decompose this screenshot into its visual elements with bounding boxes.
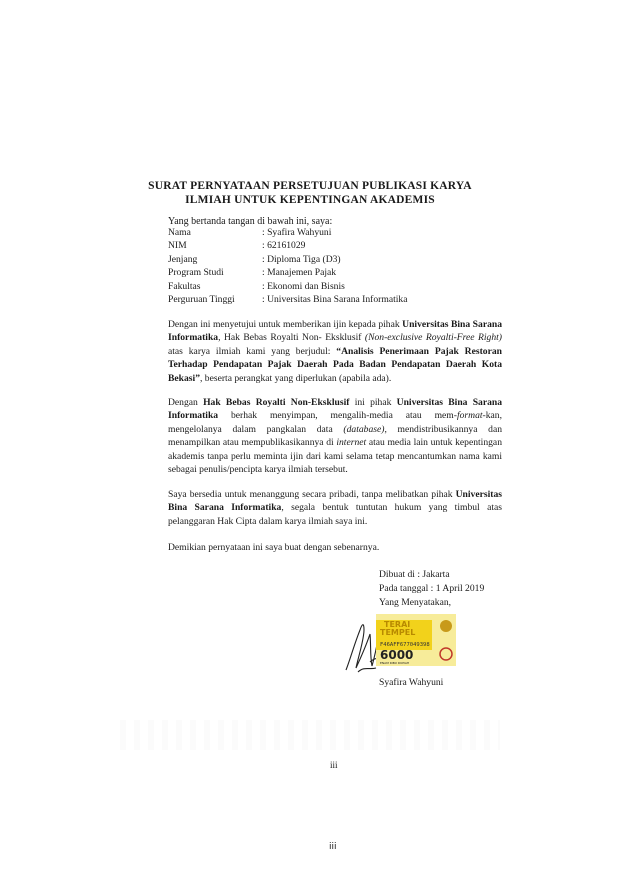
page-number-inner: iii xyxy=(330,760,338,770)
identity-value: : Universitas Bina Sarana Informatika xyxy=(262,293,408,305)
revenue-stamp xyxy=(376,614,456,666)
closing-paragraph: Demikian pernyataan ini saya buat dengan sebenarnya. xyxy=(168,542,380,553)
identity-row xyxy=(168,267,407,280)
identity-value: : Diploma Tiga (D3) xyxy=(262,253,341,265)
emblem-icon xyxy=(440,620,452,632)
stamp-serial: F46AFF677049398 xyxy=(380,642,430,648)
stamp-text-1: TERAI xyxy=(384,620,411,629)
stamp-amount: 6000 xyxy=(380,648,414,662)
intro-text: Yang bertanda tangan di bawah ini, saya: xyxy=(168,216,333,227)
identity-row xyxy=(168,240,407,253)
identity-row xyxy=(168,281,407,294)
identity-value: : Ekonomi dan Bisnis xyxy=(262,280,345,292)
identity-label: Nama xyxy=(168,227,191,238)
signing-date: Pada tanggal : 1 April 2019 xyxy=(379,583,485,594)
stamp-text-2: TEMPEL xyxy=(380,628,416,637)
signing-place: Dibuat di : Jakarta xyxy=(379,569,450,580)
identity-row xyxy=(168,294,407,307)
identity-table xyxy=(168,227,407,307)
scan-noise xyxy=(120,720,500,750)
stamp-small-text: ENAM RIBU RUPIAH xyxy=(380,661,410,665)
liability-paragraph: Saya bersedia untuk menanggung secara pribadi, tanpa melibatkan pihak Universitas Bina Sarana Informatika, segala bentuk tuntutan hukum yang timbul atas pelanggaran Hak Cipta dalam karya ilmiah saya ini. xyxy=(168,489,502,527)
declarant-label: Yang Menyatakan, xyxy=(379,597,452,608)
rights-paragraph: Dengan Hak Bebas Royalti Non-Eksklusif ini pihak Universitas Bina Sarana Informatika berhak menyimpan, mengalih-media atau mem-format-kan, mengelolanya dalam pangkalan data (database), mendistribusikannya dan menampilkan atau mempublikasikannya di internet atau media lain untuk kepentingan akademis tanpa perlu meminta ijin dari kami selama tetap mencantumkan nama kami sebagai penulis/pencipta karya ilmiah tersebut. xyxy=(168,397,503,476)
document-title-line1: SURAT PERNYATAAN PERSETUJUAN PUBLIKASI KARYA xyxy=(148,180,472,192)
identity-label: Program Studi xyxy=(168,267,224,279)
declarant-name: Syafira Wahyuni xyxy=(379,677,444,688)
identity-value: : Manajemen Pajak xyxy=(262,267,337,279)
document-title-line2: ILMIAH UNTUK KEPENTINGAN AKADEMIS xyxy=(185,194,435,206)
identity-label: Perguruan Tinggi xyxy=(168,293,235,305)
identity-label: NIM xyxy=(168,240,187,252)
consent-paragraph: Dengan ini menyetujui untuk memberikan ijin kepada pihak Universitas Bina Sarana Informatika, Hak Bebas Royalti Non- Eksklusif (Non-exclusive Royalti-Free Right) atas karya ilmiah kami yang berjudul: “Analisis Penerimaan Pajak Restoran Terhadap Pendapatan Pajak Daerah Pada Badan Pendapatan Daerah Kota Bekasi”, beserta perangkat yang diperlukan (apabila ada). xyxy=(168,319,503,384)
identity-row xyxy=(168,227,407,240)
identity-label: Jenjang xyxy=(168,253,198,265)
identity-label: Fakultas xyxy=(168,280,201,292)
identity-value: : Syafira Wahyuni xyxy=(262,227,332,238)
page-number-outer: iii xyxy=(329,842,337,852)
identity-value: : 62161029 xyxy=(262,240,306,252)
identity-row xyxy=(168,254,407,267)
